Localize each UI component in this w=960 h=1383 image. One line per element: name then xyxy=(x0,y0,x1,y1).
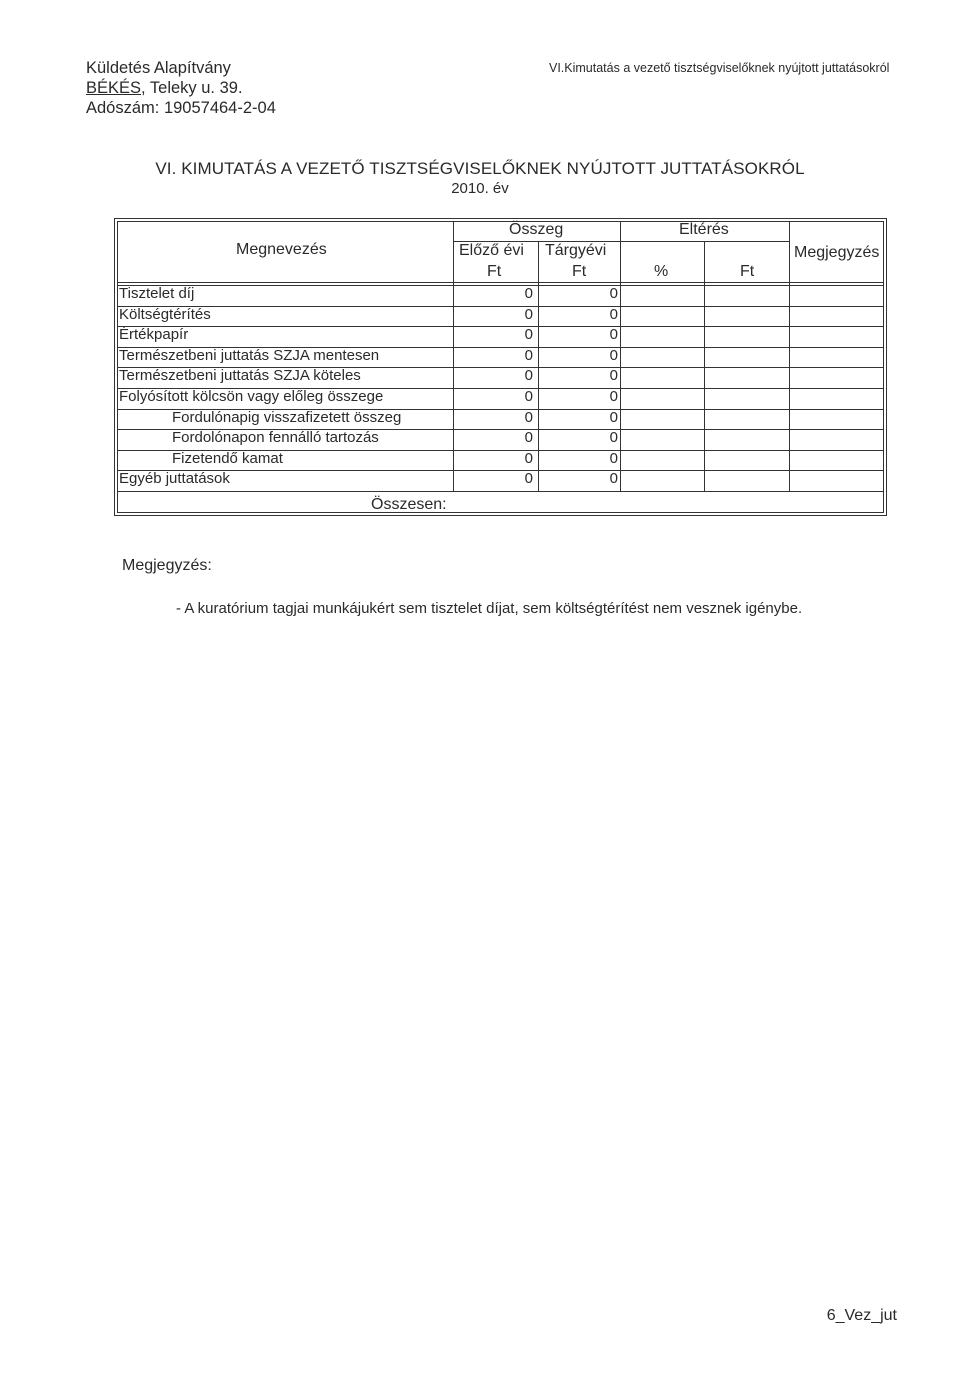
org-name: Küldetés Alapítvány xyxy=(86,59,231,77)
col-group-diff: Eltérés xyxy=(679,221,729,238)
section-reference: VI.Kimutatás a vezető tisztségviselőknek nyújtott juttatásokról xyxy=(549,61,890,75)
col-group-amount: Összeg xyxy=(509,221,564,238)
row-current-value: 0 xyxy=(609,305,618,323)
notes-label: Megjegyzés: xyxy=(122,557,212,574)
row-prev-value: 0 xyxy=(524,470,533,488)
row-current-value: 0 xyxy=(609,449,618,467)
col-header-note: Megjegyzés xyxy=(794,244,880,261)
header-subdivider xyxy=(620,241,790,242)
row-label: Értékpapír xyxy=(119,326,189,344)
row-label: Költségtérítés xyxy=(119,305,211,323)
organization-block xyxy=(86,58,276,118)
header-divider xyxy=(117,282,884,283)
row-current-value: 0 xyxy=(609,408,618,426)
total-label: Összesen: xyxy=(371,496,447,513)
page-title: VI. KIMUTATÁS A VEZETŐ TISZTSÉGVISELŐKNEK NYÚJTOTT JUTTATÁSOKRÓL xyxy=(155,159,805,178)
row-label: Fordulónapig visszafizetett összeg xyxy=(172,408,402,426)
org-address xyxy=(86,78,276,98)
column-divider xyxy=(453,221,454,491)
row-prev-value: 0 xyxy=(524,449,533,467)
row-prev-value: 0 xyxy=(524,305,533,323)
tax-number: Adószám: 19057464-2-04 xyxy=(86,99,276,117)
row-label: Fordolónapon fennálló tartozás xyxy=(172,429,379,447)
column-divider xyxy=(538,241,539,491)
row-current-value: 0 xyxy=(609,326,618,344)
row-prev-value: 0 xyxy=(524,429,533,447)
page-footer-code: 6_Vez_jut xyxy=(826,1307,897,1324)
row-prev-value: 0 xyxy=(524,408,533,426)
row-label: Egyéb juttatások xyxy=(119,470,230,488)
col-header-name: Megnevezés xyxy=(236,241,327,258)
row-prev-value: 0 xyxy=(524,367,533,385)
address-street: , Teleky u. 39. xyxy=(141,79,243,97)
col-header-prev: Előző évi xyxy=(459,242,524,259)
col-header-current: Tárgyévi xyxy=(545,242,607,259)
row-prev-value: 0 xyxy=(524,346,533,364)
column-divider xyxy=(704,241,705,491)
row-current-value: 0 xyxy=(609,429,618,447)
unit-pct: % xyxy=(654,263,669,280)
row-current-value: 0 xyxy=(609,346,618,364)
unit-prev: Ft xyxy=(487,263,502,280)
unit-ft: Ft xyxy=(740,263,755,280)
column-divider xyxy=(789,221,790,491)
row-label: Folyósított kölcsön vagy előleg összege xyxy=(119,388,384,405)
row-current-value: 0 xyxy=(609,367,618,385)
row-current-value: 0 xyxy=(609,285,618,302)
notes-item: - A kuratórium tagjai munkájukért sem tisztelet díjat, sem költségtérítést nem vesznek igénybe. xyxy=(176,600,803,617)
row-label: Természetbeni juttatás SZJA köteles xyxy=(119,367,361,385)
row-label: Természetbeni juttatás SZJA mentesen xyxy=(119,346,380,364)
row-divider xyxy=(117,491,884,492)
row-label: Tisztelet díj xyxy=(119,285,195,302)
column-divider xyxy=(620,221,621,491)
row-prev-value: 0 xyxy=(524,388,533,405)
row-label: Fizetendő kamat xyxy=(172,449,283,467)
row-prev-value: 0 xyxy=(524,285,533,302)
row-current-value: 0 xyxy=(609,388,618,405)
report-year: 2010. év xyxy=(451,180,509,197)
row-current-value: 0 xyxy=(609,470,618,488)
address-city: BÉKÉS xyxy=(86,79,142,97)
unit-current: Ft xyxy=(572,263,587,280)
row-prev-value: 0 xyxy=(524,326,533,344)
